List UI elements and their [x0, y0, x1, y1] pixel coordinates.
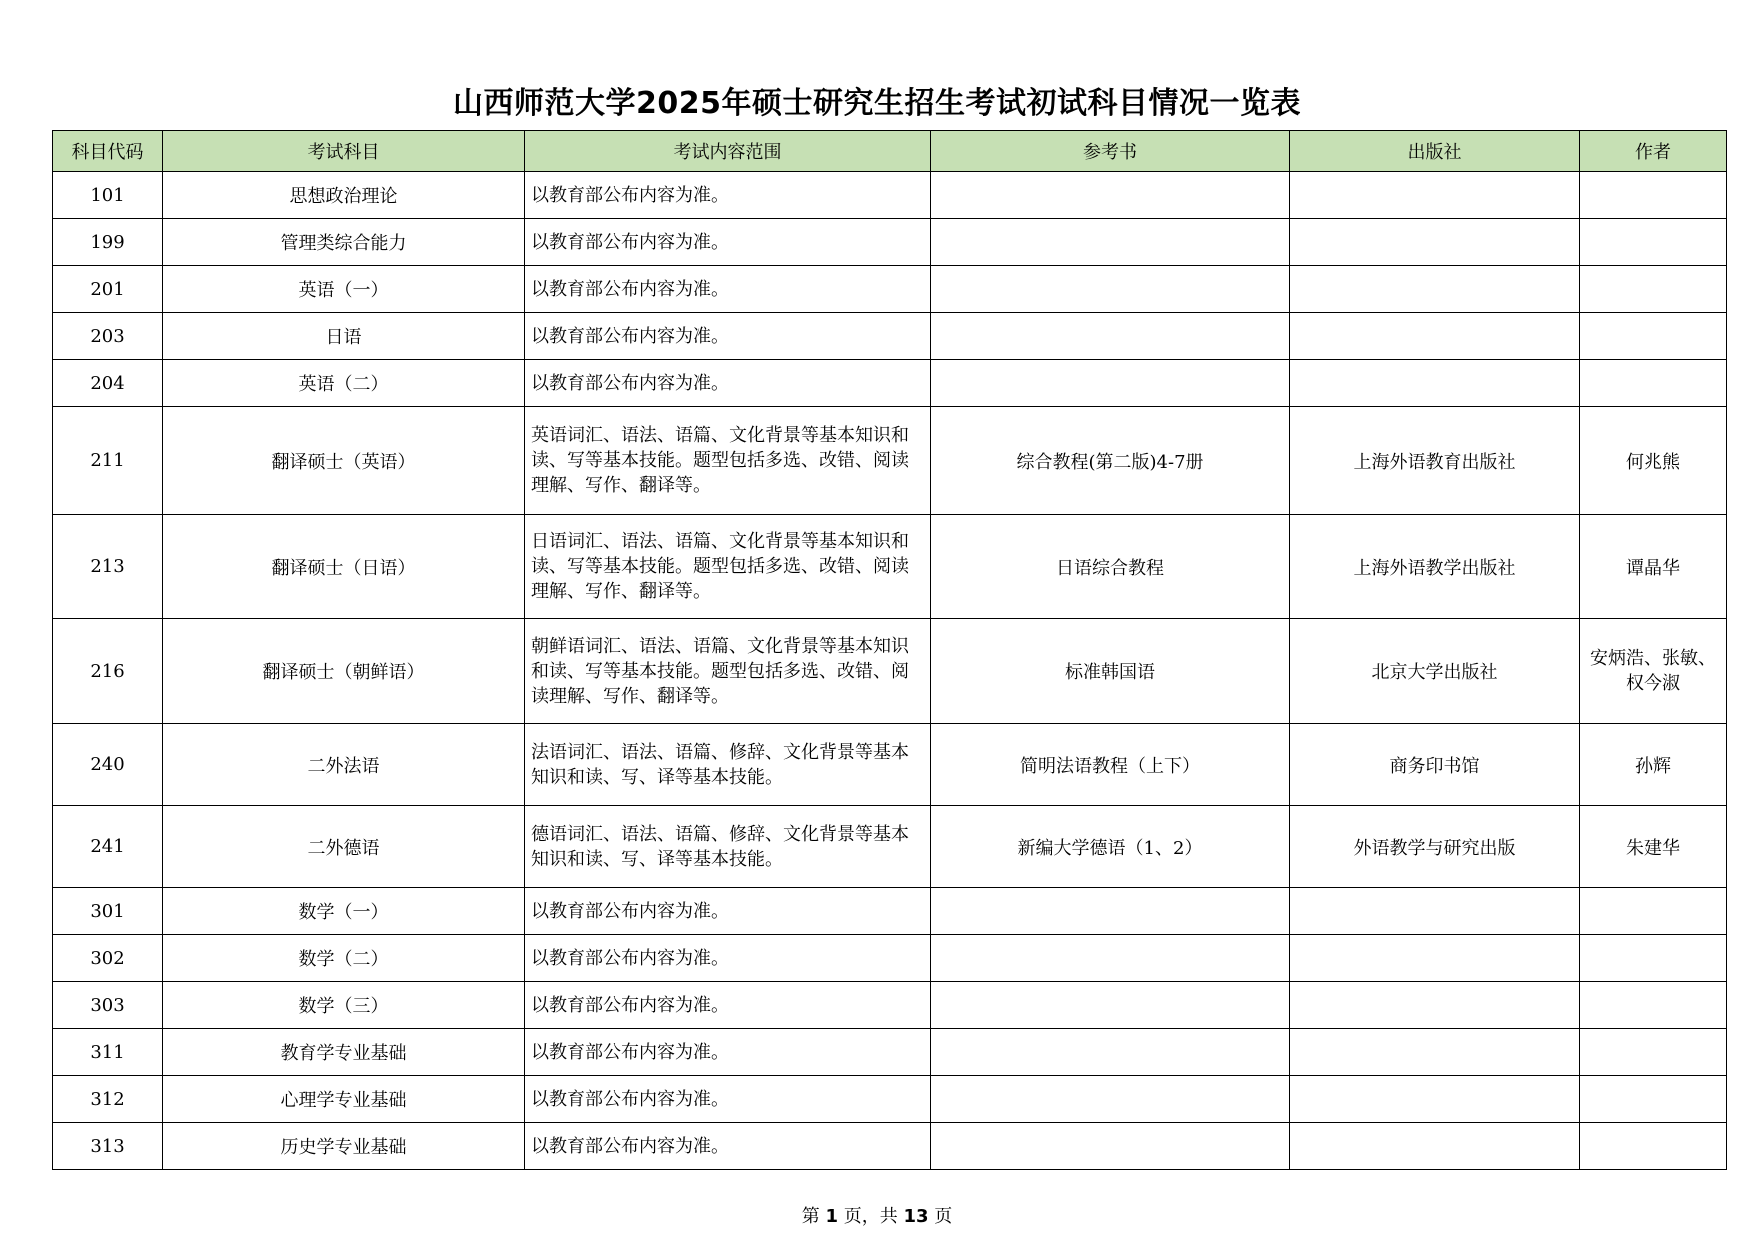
cell-author: [1580, 219, 1727, 266]
cell-publisher: [1290, 1076, 1580, 1123]
cell-author: 安炳浩、张敏、权今淑: [1580, 619, 1727, 724]
cell-author: 朱建华: [1580, 806, 1727, 888]
column-header-publisher: 出版社: [1290, 131, 1580, 172]
table-row: [53, 515, 1727, 619]
table-header-row: [53, 131, 1727, 172]
cell-subject: 数学（三）: [163, 982, 525, 1029]
cell-code: 199: [53, 219, 163, 266]
cell-publisher: [1290, 935, 1580, 982]
cell-publisher: [1290, 888, 1580, 935]
table-row: [53, 888, 1727, 935]
cell-scope: 以教育部公布内容为准。: [525, 888, 931, 935]
cell-author: 何兆熊: [1580, 407, 1727, 515]
cell-publisher: [1290, 219, 1580, 266]
cell-code: 201: [53, 266, 163, 313]
cell-code: 312: [53, 1076, 163, 1123]
cell-book: [931, 313, 1290, 360]
cell-book: 综合教程(第二版)4-7册: [931, 407, 1290, 515]
column-header-subject: 考试科目: [163, 131, 525, 172]
cell-publisher: 外语教学与研究出版: [1290, 806, 1580, 888]
cell-scope: 以教育部公布内容为准。: [525, 1123, 931, 1170]
cell-subject: 翻译硕士（英语）: [163, 407, 525, 515]
cell-author: 孙辉: [1580, 724, 1727, 806]
table-row: [53, 806, 1727, 888]
cell-scope: 以教育部公布内容为准。: [525, 360, 931, 407]
cell-book: [931, 172, 1290, 219]
cell-author: [1580, 1076, 1727, 1123]
current-page-number: 1: [825, 1206, 838, 1227]
cell-author: [1580, 935, 1727, 982]
cell-author: 谭晶华: [1580, 515, 1727, 619]
cell-subject: 二外法语: [163, 724, 525, 806]
column-header-author: 作者: [1580, 131, 1727, 172]
cell-subject: 翻译硕士（朝鲜语）: [163, 619, 525, 724]
table-row: [53, 407, 1727, 515]
cell-book: [931, 360, 1290, 407]
cell-book: [931, 1123, 1290, 1170]
page-title: 山西师范大学2025年硕士研究生招生考试初试科目情况一览表: [453, 86, 1301, 121]
cell-subject: 管理类综合能力: [163, 219, 525, 266]
table-row: [53, 1029, 1727, 1076]
cell-subject: 历史学专业基础: [163, 1123, 525, 1170]
cell-book: [931, 982, 1290, 1029]
cell-publisher: [1290, 313, 1580, 360]
cell-book: [931, 266, 1290, 313]
table-row: [53, 219, 1727, 266]
cell-subject: 数学（二）: [163, 935, 525, 982]
cell-code: 203: [53, 313, 163, 360]
cell-scope: 英语词汇、语法、语篇、文化背景等基本知识和读、写等基本技能。题型包括多选、改错、阅读理解、写作、翻译等。: [525, 407, 931, 515]
table-row: [53, 935, 1727, 982]
table-row: [53, 724, 1727, 806]
cell-code: 216: [53, 619, 163, 724]
cell-publisher: [1290, 360, 1580, 407]
cell-code: 213: [53, 515, 163, 619]
page-footer: [0, 1202, 1754, 1228]
cell-publisher: [1290, 1029, 1580, 1076]
cell-scope: 以教育部公布内容为准。: [525, 266, 931, 313]
cell-author: [1580, 360, 1727, 407]
cell-author: [1580, 1123, 1727, 1170]
exam-subjects-table: [52, 130, 1727, 1170]
cell-book: [931, 219, 1290, 266]
footer-suffix: 页: [934, 1206, 953, 1227]
cell-code: 211: [53, 407, 163, 515]
cell-subject: 翻译硕士（日语）: [163, 515, 525, 619]
cell-author: [1580, 888, 1727, 935]
cell-author: [1580, 982, 1727, 1029]
table-row: [53, 360, 1727, 407]
cell-book: [931, 888, 1290, 935]
cell-subject: 数学（一）: [163, 888, 525, 935]
cell-subject: 日语: [163, 313, 525, 360]
cell-scope: 以教育部公布内容为准。: [525, 982, 931, 1029]
cell-scope: 以教育部公布内容为准。: [525, 935, 931, 982]
cell-publisher: [1290, 1123, 1580, 1170]
cell-subject: 二外德语: [163, 806, 525, 888]
cell-publisher: 商务印书馆: [1290, 724, 1580, 806]
total-pages-number: 13: [903, 1206, 929, 1227]
cell-code: 240: [53, 724, 163, 806]
table-row: [53, 172, 1727, 219]
cell-subject: 教育学专业基础: [163, 1029, 525, 1076]
cell-book: 简明法语教程（上下）: [931, 724, 1290, 806]
cell-code: 303: [53, 982, 163, 1029]
cell-scope: 日语词汇、语法、语篇、文化背景等基本知识和读、写等基本技能。题型包括多选、改错、阅读理解、写作、翻译等。: [525, 515, 931, 619]
column-header-code: 科目代码: [53, 131, 163, 172]
table-row: [53, 619, 1727, 724]
cell-publisher: 上海外语教学出版社: [1290, 515, 1580, 619]
table-row: [53, 313, 1727, 360]
cell-scope: 以教育部公布内容为准。: [525, 219, 931, 266]
cell-publisher: [1290, 982, 1580, 1029]
cell-scope: 朝鲜语词汇、语法、语篇、文化背景等基本知识和读、写等基本技能。题型包括多选、改错、阅读理解、写作、翻译等。: [525, 619, 931, 724]
table-row: [53, 1123, 1727, 1170]
cell-publisher: 上海外语教育出版社: [1290, 407, 1580, 515]
cell-book: [931, 1076, 1290, 1123]
cell-publisher: [1290, 172, 1580, 219]
cell-scope: 法语词汇、语法、语篇、修辞、文化背景等基本知识和读、写、译等基本技能。: [525, 724, 931, 806]
cell-code: 311: [53, 1029, 163, 1076]
cell-scope: 以教育部公布内容为准。: [525, 313, 931, 360]
cell-book: 新编大学德语（1、2）: [931, 806, 1290, 888]
table-row: [53, 266, 1727, 313]
cell-scope: 以教育部公布内容为准。: [525, 172, 931, 219]
cell-code: 301: [53, 888, 163, 935]
cell-code: 302: [53, 935, 163, 982]
cell-publisher: 北京大学出版社: [1290, 619, 1580, 724]
cell-author: [1580, 1029, 1727, 1076]
cell-subject: 英语（二）: [163, 360, 525, 407]
table-row: [53, 982, 1727, 1029]
cell-book: [931, 1029, 1290, 1076]
cell-subject: 心理学专业基础: [163, 1076, 525, 1123]
cell-code: 101: [53, 172, 163, 219]
column-header-scope: 考试内容范围: [525, 131, 931, 172]
cell-subject: 思想政治理论: [163, 172, 525, 219]
cell-code: 204: [53, 360, 163, 407]
column-header-book: 参考书: [931, 131, 1290, 172]
cell-code: 313: [53, 1123, 163, 1170]
cell-author: [1580, 266, 1727, 313]
table-row: [53, 1076, 1727, 1123]
cell-code: 241: [53, 806, 163, 888]
cell-scope: 以教育部公布内容为准。: [525, 1076, 931, 1123]
cell-scope: 以教育部公布内容为准。: [525, 1029, 931, 1076]
cell-scope: 德语词汇、语法、语篇、修辞、文化背景等基本知识和读、写、译等基本技能。: [525, 806, 931, 888]
cell-book: [931, 935, 1290, 982]
footer-prefix: 第: [801, 1206, 820, 1227]
cell-subject: 英语（一）: [163, 266, 525, 313]
cell-publisher: [1290, 266, 1580, 313]
cell-author: [1580, 172, 1727, 219]
cell-book: 日语综合教程: [931, 515, 1290, 619]
cell-author: [1580, 313, 1727, 360]
footer-middle: 页，共: [843, 1206, 898, 1227]
cell-book: 标准韩国语: [931, 619, 1290, 724]
